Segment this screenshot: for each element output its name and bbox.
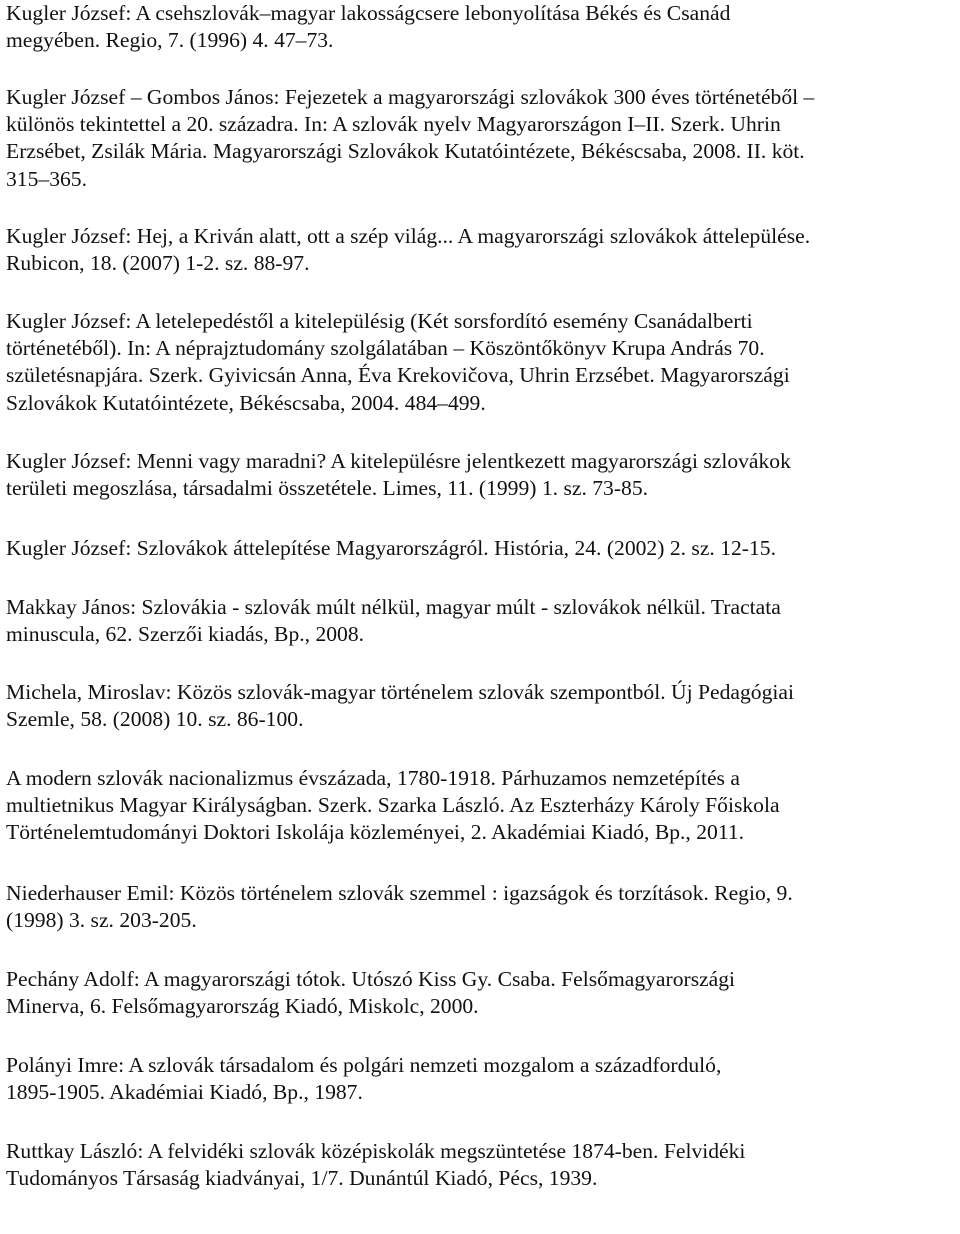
entry-line: Kugler József: A letelepedéstől a kitelepülésig (Két sorsfordító esemény Csanádalberti xyxy=(6,309,753,333)
entry-line: különös tekintettel a 20. századra. In: A szlovák nyelv Magyarországon I–II. Szerk. Uhrin xyxy=(6,112,781,137)
bibliography-entry-4 xyxy=(6,308,942,417)
entry-line: Minerva, 6. Felsőmagyarország Kiadó, Miskolc, 2000. xyxy=(6,994,479,1019)
entry-line: Erzsébet, Zsilák Mária. Magyarországi Szlovákok Kutatóintézete, Békéscsaba, 2008. II. köt. xyxy=(6,139,805,164)
entry-line: (1998) 3. sz. 203-205. xyxy=(6,908,197,933)
entry-line: Kugler József – Gombos János: Fejezetek a magyarországi szlovákok 300 éves történetéből – xyxy=(6,85,815,109)
entry-line: Kugler József: Menni vagy maradni? A kitelepülésre jelentkezett magyarországi szlovákok xyxy=(6,449,791,473)
entry-line: területi megoszlása, társadalmi összetétele. Limes, 11. (1999) 1. sz. 73-85. xyxy=(6,476,649,501)
entry-line: Michela, Miroslav: Közös szlovák-magyar történelem szlovák szempontból. Új Pedagógiai xyxy=(6,680,794,704)
entry-line: Szemle, 58. (2008) 10. sz. 86-100. xyxy=(6,707,304,732)
entry-line: 1895-1905. Akadémiai Kiadó, Bp., 1987. xyxy=(6,1080,363,1105)
bibliography-entry-1 xyxy=(6,0,942,54)
bibliography-entry-13 xyxy=(6,1138,942,1192)
entry-line: Polányi Imre: A szlovák társadalom és polgári nemzeti mozgalom a századforduló, xyxy=(6,1053,722,1077)
entry-line: Szlovákok Kutatóintézete, Békéscsaba, 2004. 484–499. xyxy=(6,390,486,415)
bibliography-entry-7 xyxy=(6,594,942,648)
entry-line: Pechány Adolf: A magyarországi tótok. Utószó Kiss Gy. Csaba. Felsőmagyarországi xyxy=(6,967,736,991)
entry-line: születésnapjára. Szerk. Gyivicsán Anna, Éva Krekovičova, Uhrin Erzsébet. Magyarországi xyxy=(6,363,790,388)
bibliography-entry-12 xyxy=(6,1052,942,1106)
entry-line: multietnikus Magyar Királyságban. Szerk. Szarka László. Az Eszterházy Károly Főiskola xyxy=(6,793,780,818)
entry-line: történetéből). In: A néprajztudomány szolgálatában – Köszöntőkönyv Krupa András 70. xyxy=(6,336,765,361)
entry-line: Kugler József: A csehszlovák–magyar lakosságcsere lebonyolítása Békés és Csanád xyxy=(6,1,731,25)
entry-line: Niederhauser Emil: Közös történelem szlovák szemmel : igazságok és torzítások. Regio, 9. xyxy=(6,881,793,905)
bibliography-entry-10 xyxy=(6,880,942,934)
bibliography-entry-3 xyxy=(6,223,942,277)
entry-line: 315–365. xyxy=(6,166,87,191)
entry-line: minuscula, 62. Szerzői kiadás, Bp., 2008. xyxy=(6,622,365,647)
bibliography-entry-9 xyxy=(6,765,942,847)
bibliography-entry-8 xyxy=(6,679,942,733)
entry-line: Kugler József: Hej, a Kriván alatt, ott a szép világ... A magyarországi szlovákok áttelepülése. xyxy=(6,224,811,248)
entry-line: A modern szlovák nacionalizmus évszázada, 1780-1918. Párhuzamos nemzetépítés a xyxy=(6,766,740,790)
bibliography-entry-6 xyxy=(6,535,942,562)
entry-line: Ruttkay László: A felvidéki szlovák középiskolák megszüntetése 1874-ben. Felvidéki xyxy=(6,1139,746,1163)
entry-line: Történelemtudományi Doktori Iskolája közleményei, 2. Akadémiai Kiadó, Bp., 2011. xyxy=(6,820,745,845)
entry-line: Makkay János: Szlovákia - szlovák múlt nélkül, magyar múlt - szlovákok nélkül. Tractata xyxy=(6,595,781,619)
bibliography-entry-5 xyxy=(6,448,942,502)
entry-line: Tudományos Társaság kiadványai, 1/7. Dunántúl Kiadó, Pécs, 1939. xyxy=(6,1166,598,1191)
entry-line: Rubicon, 18. (2007) 1-2. sz. 88-97. xyxy=(6,251,310,276)
bibliography-entry-2 xyxy=(6,84,942,193)
entry-line: Kugler József: Szlovákok áttelepítése Magyarországról. História, 24. (2002) 2. sz. 12-15. xyxy=(6,536,776,560)
entry-line: megyében. Regio, 7. (1996) 4. 47–73. xyxy=(6,28,334,53)
bibliography-entry-11 xyxy=(6,966,942,1020)
